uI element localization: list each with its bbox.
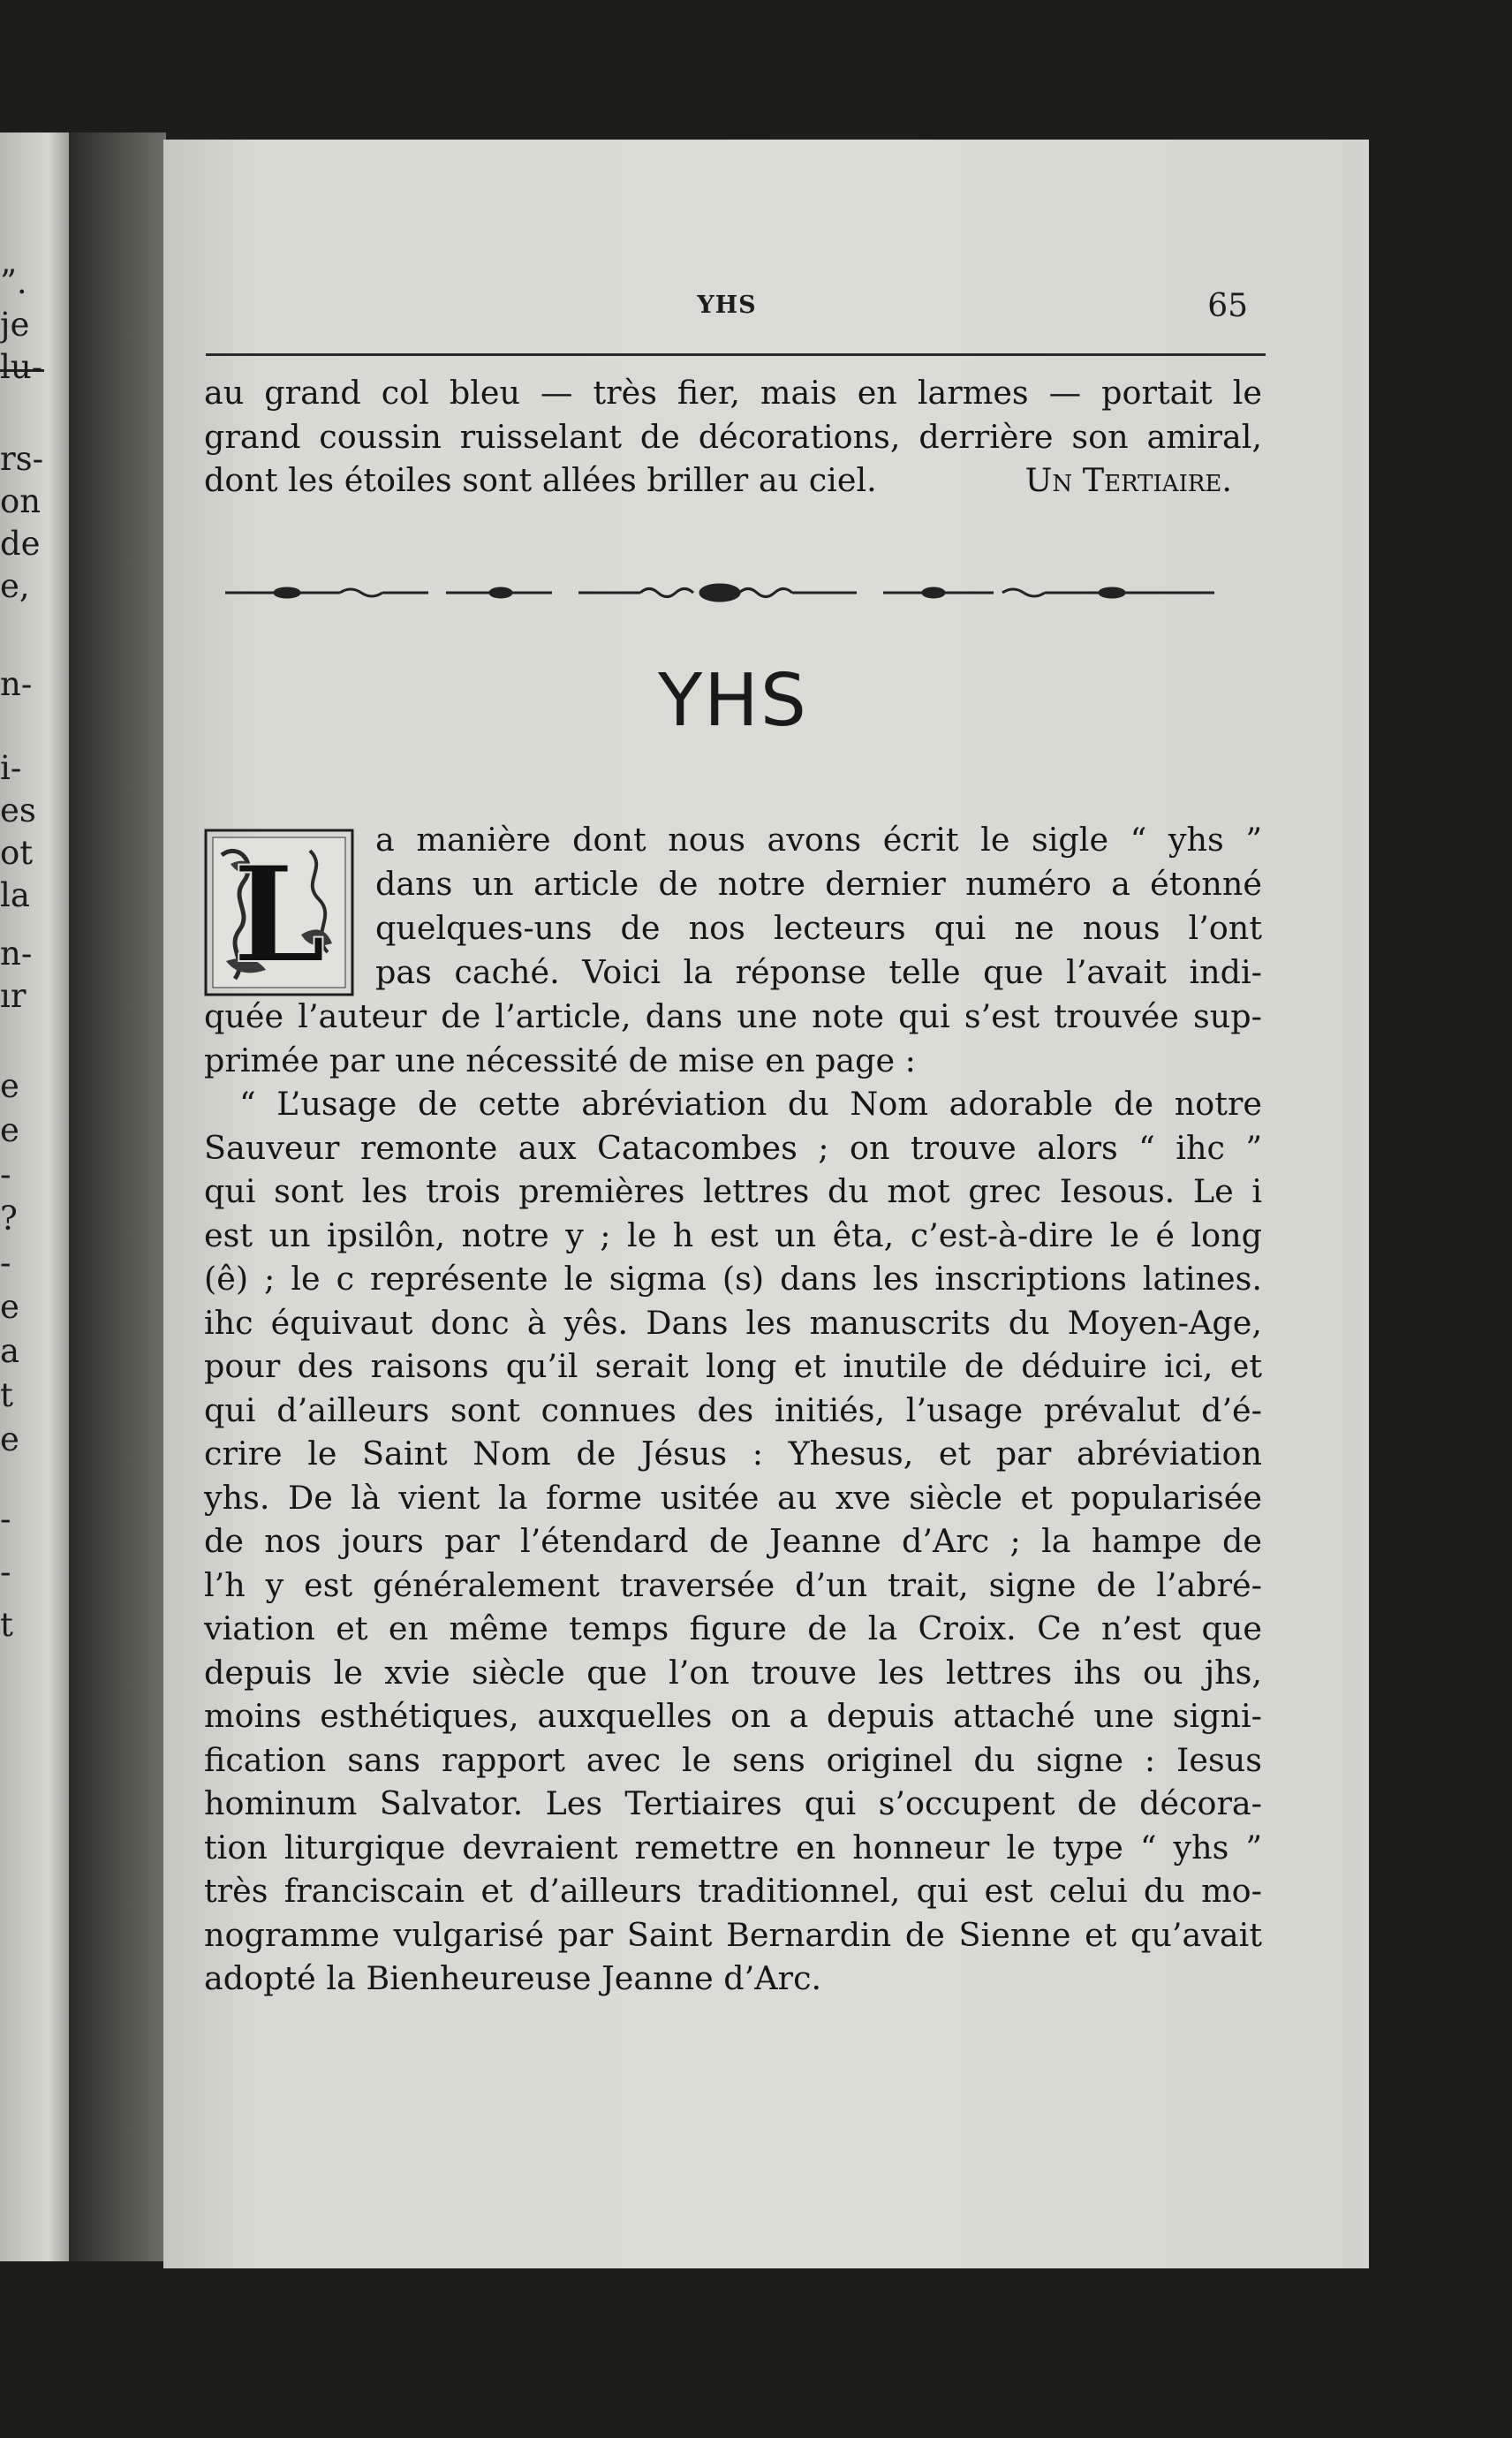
text-line: a manière dont nous avons écrit le sigle “ yhs ” <box>375 821 1262 859</box>
facing-page-fragment: la <box>0 876 30 914</box>
facing-page-fragment: i- <box>0 749 22 787</box>
facing-page-fragment: ”. <box>0 263 27 301</box>
text-line-last <box>204 458 1262 503</box>
facing-page-fragment: t <box>0 1606 13 1644</box>
book-gutter <box>69 132 166 2261</box>
text-line: tion liturgique devraient remettre en honneur le type “ yhs ” <box>204 1828 1262 1866</box>
facing-page-fragment: - <box>0 1500 11 1538</box>
text-line: pas caché. Voici la réponse telle que l’avait indi- <box>375 953 1262 991</box>
running-head <box>206 288 1248 323</box>
facing-page-fragment: - <box>0 1155 11 1193</box>
text-line: (ê) ; le c représente le sigma (s) dans les inscriptions latines. <box>204 1260 1262 1298</box>
running-head-title: YHS <box>697 292 757 319</box>
facing-page-edge <box>0 132 69 2261</box>
text-line: fication sans rapport avec le sens originel du signe : Iesus <box>204 1740 1262 1779</box>
facing-page-fragment: lu- <box>0 348 43 386</box>
ornamental-divider <box>225 581 1214 604</box>
text-line: qui sont les trois premières lettres du mot grec Iesous. Le i <box>204 1172 1262 1210</box>
article-body <box>204 995 1262 2001</box>
text-line: pour des raisons qu’il serait long et inutile de déduire ici, et <box>204 1347 1262 1385</box>
facing-page-fragment: - <box>0 1553 11 1591</box>
facing-page-fragment: e <box>0 1111 19 1149</box>
text-line: hominum Salvator. Les Tertiaires qui s’occupent de décora- <box>204 1784 1262 1822</box>
text-line: crire le Saint Nom de Jésus : Yhesus, et par abréviation <box>204 1435 1262 1473</box>
facing-page-fragment: e <box>0 1288 19 1326</box>
last-line-text: dont les étoiles sont allées briller au ciel. <box>204 461 877 499</box>
facing-page-fragment: ? <box>0 1200 18 1238</box>
facing-page-fragment: ot <box>0 834 34 872</box>
text-line: viation et en même temps figure de la Croix. Ce n’est que <box>204 1609 1262 1647</box>
header-rule <box>206 353 1266 356</box>
text-line: moins esthétiques, auxquelles on a depuis attaché une signi- <box>204 1697 1262 1735</box>
facing-page-fragment: ır <box>0 977 26 1015</box>
facing-page-fragment: e <box>0 1067 19 1105</box>
facing-page-fragment: n- <box>0 665 33 703</box>
text-line: qui d’ailleurs sont connues des initiés, l’usage prévalut d’é- <box>204 1390 1262 1429</box>
text-line: yhs. De là vient la forme usitée au xve siècle et popularisée <box>204 1478 1262 1517</box>
dropcap-letter: L <box>232 837 326 993</box>
facing-page-fragment: a <box>0 1332 20 1370</box>
facing-page-fragment: es <box>0 791 36 829</box>
text-line: quelques-uns de nos lecteurs qui ne nous l’ont <box>375 909 1262 947</box>
text-line: ihc équivaut donc à yês. Dans les manuscrits du Moyen-Age, <box>204 1303 1262 1342</box>
article-title: YHS <box>658 659 808 743</box>
previous-article-ending <box>204 371 1262 503</box>
facing-page-fragment: rs- <box>0 440 44 478</box>
facing-page-fragment: t <box>0 1376 13 1414</box>
text-line: nogramme vulgarisé par Saint Bernardin de Sienne et qu’avait <box>204 1915 1262 1954</box>
book-page <box>163 140 1369 2268</box>
facing-page-fragment: e, <box>0 567 30 605</box>
text-line: depuis le xvie siècle que l’on trouve les lettres ihs ou jhs, <box>204 1653 1262 1692</box>
facing-page-fragment: je <box>0 306 30 344</box>
facing-page-fragment: - <box>0 1244 11 1282</box>
text-line: est un ipsilôn, notre y ; le h est un êta, c’est-à-dire le é long <box>204 1215 1262 1254</box>
text-line: au grand col bleu — très fier, mais en larmes — portait le <box>204 374 1262 412</box>
text-line: de nos jours par l’étendard de Jeanne d’Arc ; la hampe de <box>204 1522 1262 1560</box>
page-number: 65 <box>1207 288 1248 324</box>
text-line: primée par une nécessité de mise en page : <box>204 1041 916 1079</box>
text-line: quée l’auteur de l’article, dans une note qui s’est trouvée sup- <box>204 997 1262 1035</box>
text-line: “ L’usage de cette abréviation du Nom adorable de notre <box>239 1085 1262 1123</box>
author-signature: Un Tertiaire. <box>1024 461 1232 499</box>
facing-page-fragment: e <box>0 1420 19 1458</box>
facing-page-fragment: n- <box>0 935 33 973</box>
ornate-dropcap-l <box>204 829 354 996</box>
text-line: Sauveur remonte aux Catacombes ; on trouve alors “ ihc ” <box>204 1128 1262 1167</box>
facing-page-fragment: de <box>0 525 41 563</box>
facing-page-fragment: on <box>0 482 42 520</box>
text-line: dans un article de notre dernier numéro a étonné <box>375 865 1262 903</box>
article-intro <box>375 818 1262 995</box>
text-line: l’h y est généralement traversée d’un trait, signe de l’abré- <box>204 1565 1262 1604</box>
text-line: grand coussin ruisselant de décorations, derrière son amiral, <box>204 417 1262 456</box>
text-line: très franciscain et d’ailleurs traditionnel, qui est celui du mo- <box>204 1872 1262 1910</box>
text-line: adopté la Bienheureuse Jeanne d’Arc. <box>204 1959 822 1997</box>
